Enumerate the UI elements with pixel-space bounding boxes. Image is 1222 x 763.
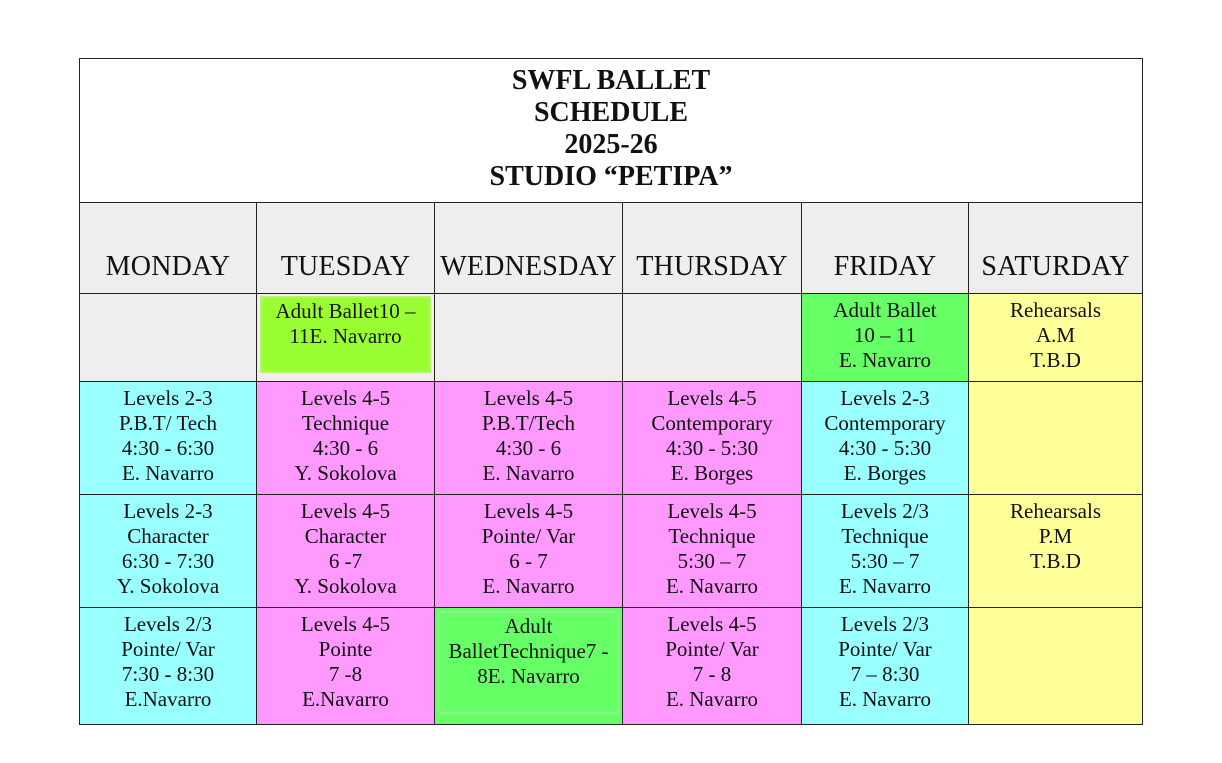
class-line: E. Borges (843, 461, 927, 485)
class-line: Levels 4-5 (667, 612, 757, 636)
class-line: Levels 2/3 (123, 612, 213, 636)
class-line: 6 -7 (328, 549, 363, 573)
class-line: Levels 4-5 (300, 612, 391, 636)
class-line: Y. Sokolova (294, 574, 397, 598)
class-line: Technique (498, 639, 586, 663)
class-line: Character (304, 524, 387, 548)
class-cell-thursday (623, 495, 802, 608)
schedule-title (80, 59, 1143, 203)
class-line: Rehearsals (1010, 499, 1101, 523)
schedule-row (80, 294, 1143, 382)
class-cell-saturday (969, 294, 1143, 382)
class-cell-monday (80, 495, 257, 608)
class-line: P.B.T/ Tech (119, 411, 217, 435)
class-line: 4:30 - 5:30 (838, 436, 932, 460)
highlighted-class-box (260, 296, 431, 373)
class-line: Technique (301, 411, 390, 435)
title-line-season: 2025-26 (564, 129, 658, 160)
class-cell-wednesday (435, 608, 623, 725)
class-line: Y. Sokolova (294, 461, 397, 485)
class-cell-tuesday (257, 382, 435, 495)
class-line: Levels 2-3 (840, 386, 930, 410)
day-header-monday: MONDAY (80, 203, 257, 294)
class-cell-tuesday (257, 608, 435, 725)
schedule-row (80, 608, 1143, 725)
class-line: Rehearsals (1010, 298, 1101, 322)
class-line: 7 -8 (328, 662, 363, 686)
class-line: E.Navarro (124, 687, 212, 711)
class-line: Adult Ballet (275, 299, 379, 323)
class-line: Levels 2/3 (840, 612, 930, 636)
class-cell-monday (80, 382, 257, 495)
class-cell-monday (80, 608, 257, 725)
class-line: E. Navarro (309, 324, 402, 348)
class-cell-tuesday (257, 495, 435, 608)
class-line: E. Navarro (838, 687, 932, 711)
class-cell-saturday (969, 495, 1143, 608)
class-line: P.B.T/Tech (481, 411, 576, 435)
title-line-studio: STUDIO “PETIPA” (489, 161, 733, 192)
class-line: 4:30 - 6:30 (121, 436, 215, 460)
class-line: E. Navarro (482, 574, 575, 598)
class-line: E. Navarro (665, 687, 759, 711)
day-header-friday: FRIDAY (802, 203, 969, 294)
class-cell-friday (802, 495, 969, 608)
class-line: 7 – 8:30 (850, 662, 920, 686)
day-header-row (80, 203, 1143, 294)
class-cell-tuesday (257, 294, 435, 382)
title-line-school: SWFL BALLET (511, 65, 711, 96)
class-line: E. Navarro (487, 664, 580, 688)
class-line: 6:30 - 7:30 (121, 549, 215, 573)
class-line: 7:30 - 8:30 (121, 662, 215, 686)
class-cell-wednesday (435, 495, 623, 608)
class-line: Pointe/ Var (121, 637, 215, 661)
class-line: Levels 2/3 (840, 499, 930, 523)
class-line: Adult Ballet (448, 614, 553, 663)
class-line: 7 - 8 (692, 662, 732, 686)
class-line: T.B.D (1030, 348, 1081, 372)
class-line: E. Navarro (121, 461, 215, 485)
class-line: E. Navarro (838, 348, 932, 372)
title-row (80, 59, 1143, 203)
class-line: Pointe/ Var (665, 637, 759, 661)
class-line: Levels 2-3 (123, 386, 213, 410)
class-line: Levels 4-5 (667, 386, 757, 410)
class-cell-friday (802, 382, 969, 495)
class-line: 6 - 7 (509, 549, 548, 573)
day-header-thursday: THURSDAY (623, 203, 802, 294)
class-cell-thursday (623, 608, 802, 725)
class-line: P.M (1038, 524, 1073, 548)
class-line: 10 – 11 (853, 323, 917, 347)
class-cell-thursday (623, 294, 802, 382)
schedule-table (79, 58, 1143, 725)
class-line: 4:30 - 6 (312, 436, 379, 460)
class-line: Y. Sokolova (116, 574, 220, 598)
class-line: 7 - 8 (477, 639, 609, 688)
class-cell-monday (80, 294, 257, 382)
class-line: Character (127, 524, 209, 548)
class-line: 4:30 - 6 (495, 436, 562, 460)
class-cell-thursday (623, 382, 802, 495)
class-line: E. Borges (670, 461, 754, 485)
class-line: T.B.D (1030, 549, 1081, 573)
class-line: Pointe (318, 637, 373, 661)
class-cell-saturday (969, 382, 1143, 495)
class-line: Levels 4-5 (667, 499, 757, 523)
class-line: E. Navarro (482, 461, 575, 485)
class-cell-wednesday (435, 294, 623, 382)
class-cell-friday (802, 608, 969, 725)
class-line: E. Navarro (838, 574, 932, 598)
class-line: E.Navarro (302, 687, 389, 711)
class-line: 5:30 – 7 (850, 549, 920, 573)
title-line-schedule: SCHEDULE (533, 97, 689, 128)
class-line: Levels 2-3 (123, 499, 213, 523)
class-line: Technique (841, 524, 929, 548)
day-header-wednesday: WEDNESDAY (435, 203, 623, 294)
class-line: 4:30 - 5:30 (665, 436, 759, 460)
class-line: Technique (668, 524, 756, 548)
class-line: A.M (1035, 323, 1076, 347)
class-line: Pointe/ Var (481, 524, 576, 548)
class-line: Contemporary (651, 411, 773, 435)
class-cell-saturday (969, 608, 1143, 725)
schedule-body (80, 294, 1143, 725)
schedule-row (80, 382, 1143, 495)
class-line: Adult Ballet (833, 298, 937, 322)
day-header-tuesday: TUESDAY (257, 203, 435, 294)
class-line: Levels 4-5 (483, 386, 574, 410)
class-line: E. Navarro (665, 574, 759, 598)
highlighted-class-box (438, 611, 619, 714)
class-cell-friday (802, 294, 969, 382)
class-line: 10 – 11 (289, 299, 416, 348)
class-line: Levels 4-5 (300, 499, 391, 523)
class-line: Levels 4-5 (483, 499, 574, 523)
class-line: Contemporary (824, 411, 946, 435)
class-line: Pointe/ Var (838, 637, 932, 661)
class-cell-wednesday (435, 382, 623, 495)
schedule-row (80, 495, 1143, 608)
day-header-saturday: SATURDAY (969, 203, 1143, 294)
class-line: 5:30 – 7 (677, 549, 747, 573)
class-line: Levels 4-5 (300, 386, 391, 410)
